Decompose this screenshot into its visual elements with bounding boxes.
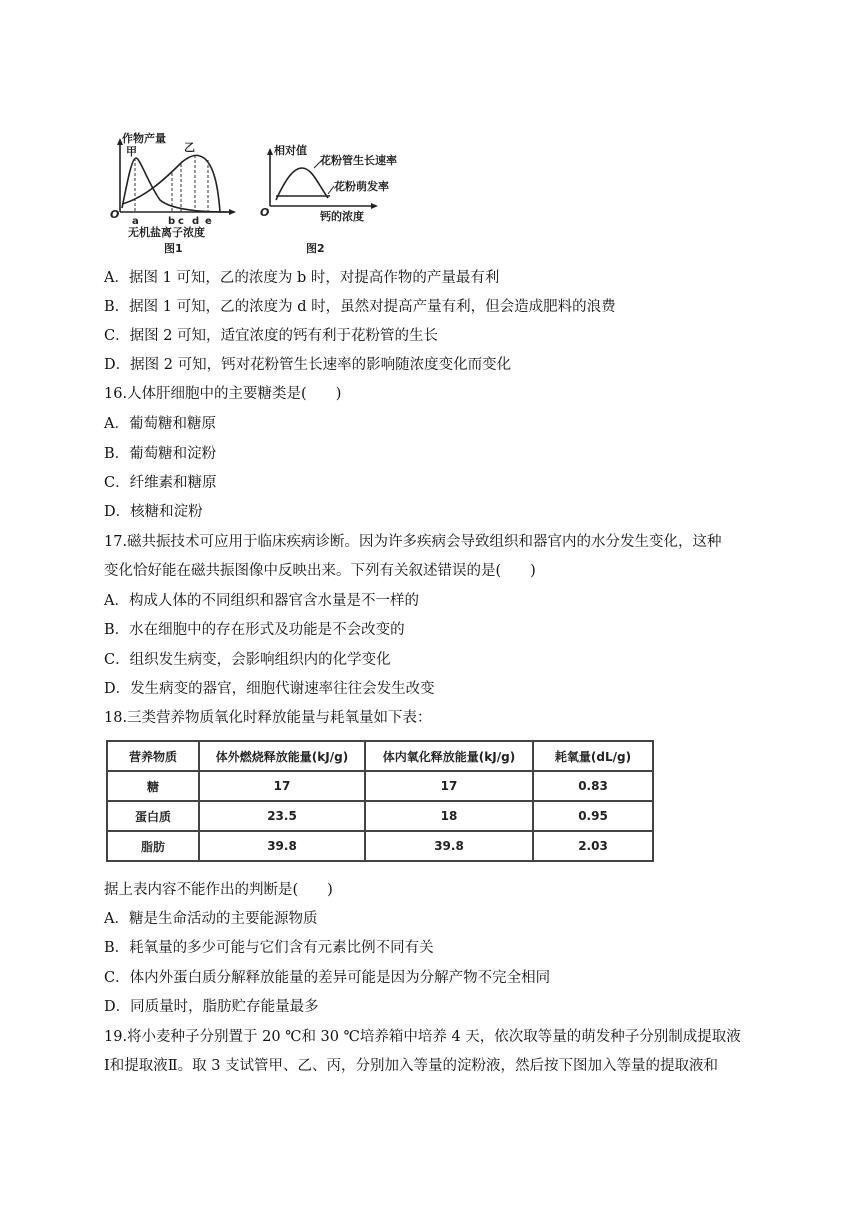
- fig2-xlabel: 钙的浓度: [320, 210, 364, 223]
- figure-1: [110, 131, 236, 255]
- fig1-tick-a: a: [132, 216, 139, 227]
- q16-option-b: B．葡萄糖和淀粉: [104, 446, 217, 462]
- q18-option-a: A．糖是生命活动的主要能源物质: [104, 911, 318, 927]
- table-header-cell: 耗氧量(dL/g): [533, 741, 653, 771]
- fig2-caption: 图2: [306, 242, 325, 255]
- fig1-tick-e: e: [205, 216, 212, 227]
- fig2-ylabel: 相对值: [274, 144, 307, 157]
- fig2-series-germination-label: 花粉萌发率: [334, 180, 389, 193]
- fig1-ylabel: 作物产量: [122, 132, 166, 145]
- q17-option-c: C．组织发生病变，会影响组织内的化学变化: [104, 652, 391, 668]
- table-cell: 18: [365, 801, 533, 831]
- fig1-curve-b: [122, 155, 220, 212]
- fig1-tick-d: d: [192, 216, 200, 227]
- q17-option-b: B．水在细胞中的存在形式及功能是不会改变的: [104, 622, 405, 638]
- q16-option-d: D．核糖和淀粉: [104, 504, 203, 520]
- table-cell: 23.5: [199, 801, 365, 831]
- q16-stem: 16.人体肝细胞中的主要糖类是( ): [104, 386, 342, 402]
- fig1-tick-b: b: [168, 216, 176, 227]
- table-cell: 2.03: [533, 831, 653, 861]
- fig1-xlabel: 无机盐离子浓度: [128, 226, 205, 239]
- table-cell: 17: [199, 771, 365, 801]
- table-row: [107, 771, 653, 801]
- fig2-series-growth-label: 花粉管生长速率: [320, 154, 397, 167]
- q16-option-a: A．葡萄糖和糖原: [104, 416, 216, 432]
- q16-option-c: C．纤维素和糖原: [104, 475, 217, 491]
- fig1-series-b-label: 乙: [184, 141, 195, 154]
- fig1-origin: O: [110, 208, 120, 221]
- q18-option-b: B．耗氧量的多少可能与它们含有元素比例不同有关: [104, 940, 434, 956]
- table-header-cell: 体内氧化释放能量(kJ/g): [365, 741, 533, 771]
- q15-option-d: D．据图 2 可知，钙对花粉管生长速率的影响随浓度变化而变化: [104, 357, 512, 373]
- fig1-caption: 图1: [164, 242, 183, 255]
- q15-option-c: C．据图 2 可知，适宜浓度的钙有利于花粉管的生长: [104, 328, 439, 344]
- fig1-curve-a: [122, 158, 230, 212]
- q18-option-d: D．同质量时，脂肪贮存能量最多: [104, 999, 319, 1015]
- nutrient-table: [106, 740, 654, 862]
- table-header-cell: 营养物质: [107, 741, 199, 771]
- table-cell: 脂肪: [107, 831, 199, 861]
- q17-stem-line-1: 17.磁共振技术可应用于临床疾病诊断。因为许多疾病会导致组织和器官内的水分发生变化，这种: [104, 534, 722, 550]
- figure-2: [260, 143, 397, 255]
- table-cell: 39.8: [365, 831, 533, 861]
- q19-line-2: Ⅰ和提取液Ⅱ。取 3 支试管甲、乙、丙，分别加入等量的淀粉液，然后按下图加入等量的提取液和: [104, 1058, 719, 1074]
- table-cell: 蛋白质: [107, 801, 199, 831]
- table-header-cell: 体外燃烧释放能量(kJ/g): [199, 741, 365, 771]
- table-header-row: [107, 741, 653, 771]
- q17-option-d: D．发生病变的器官，细胞代谢速率往往会发生改变: [104, 681, 435, 697]
- q18-option-c: C．体内外蛋白质分解释放能量的差异可能是因为分解产物不完全相同: [104, 970, 551, 986]
- table-cell: 17: [365, 771, 533, 801]
- q18-stem: 18.三类营养物质氧化时释放能量与耗氧量如下表：: [104, 710, 432, 726]
- q18-stem-after: 据上表内容不能作出的判断是( ): [104, 882, 333, 898]
- q17-option-a: A．构成人体的不同组织和器官含水量是不一样的: [104, 593, 419, 609]
- fig1-tick-c: c: [178, 216, 184, 227]
- q19-line-1: 19.将小麦种子分别置于 20 ℃和 30 ℃培养箱中培养 4 天，依次取等量的萌发种子分别制成提取液: [104, 1029, 741, 1045]
- table-cell: 糖: [107, 771, 199, 801]
- table-cell: 39.8: [199, 831, 365, 861]
- q17-stem-line-2: 变化恰好能在磁共振图像中反映出来。下列有关叙述错误的是( ): [104, 563, 536, 579]
- table-cell: 0.95: [533, 801, 653, 831]
- q15-option-a: A．据图 1 可知，乙的浓度为 b 时，对提高作物的产量最有利: [104, 270, 500, 286]
- table-cell: 0.83: [533, 771, 653, 801]
- table-row: [107, 831, 653, 861]
- figures-svg: [104, 128, 414, 256]
- table-row: [107, 801, 653, 831]
- figures-area: [104, 128, 414, 256]
- fig1-series-a-label: 甲: [126, 145, 137, 158]
- q15-option-b: B．据图 1 可知，乙的浓度为 d 时，虽然对提高产量有利，但会造成肥料的浪费: [104, 299, 616, 315]
- fig2-origin: O: [260, 206, 270, 219]
